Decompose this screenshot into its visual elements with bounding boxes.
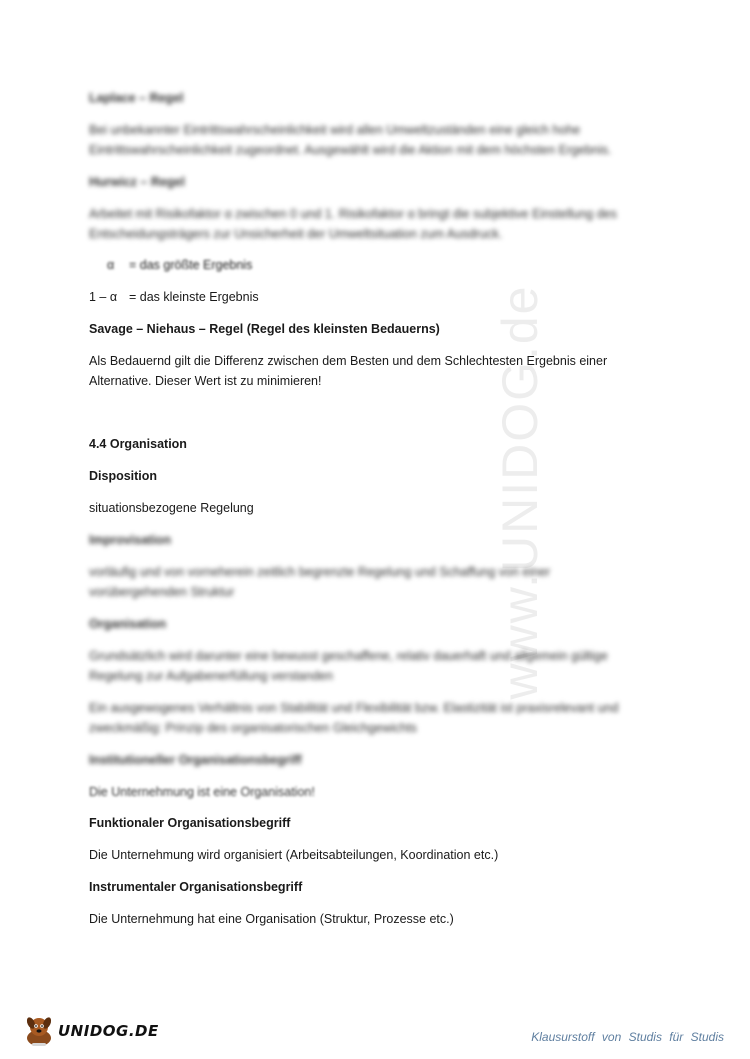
footer-logo (22, 1013, 159, 1049)
improvisation-heading: Improvisation (89, 533, 171, 547)
organisation-text-line-1: Grundsätzlich wird darunter eine bewusst geschaffene, relativ dauerhaft und allgemein gültige (89, 649, 608, 663)
footer-tagline: Klausurstoff von Studis für Studis (531, 1030, 724, 1044)
balance-text-line-1: Ein ausgewogenes Verhältnis von Stabilität und Flexibilität bzw. Elastizität ist praxisrelevant und (89, 701, 619, 715)
institutional-heading: Institutioneller Organisationsbegriff (89, 753, 302, 767)
balance-text-line-2: zweckmäßig: Prinzip des organisatorischen Gleichgewichts (89, 721, 417, 735)
improvisation-text-line-2: vorübergehenden Struktur (89, 585, 235, 599)
watermark-text: www.UNIDOG.de (492, 284, 548, 700)
formula-alpha-symbol: α (107, 258, 115, 272)
laplace-text-line-1: Bei unbekannter Eintrittswahrscheinlichkeit wird allen Umweltzuständen eine gleich hohe (89, 123, 581, 137)
institutional-text: Die Unternehmung ist eine Organisation! (89, 785, 315, 799)
hurwicz-heading: Hurwicz – Regel (89, 175, 185, 189)
functional-heading: Funktionaler Organisationsbegriff (89, 816, 291, 830)
functional-text: Die Unternehmung wird organisiert (Arbeitsabteilungen, Koordination etc.) (89, 848, 499, 862)
formula-alpha-text: = das größte Ergebnis (129, 258, 253, 272)
formula-one-minus-alpha-text: = das kleinste Ergebnis (129, 290, 259, 304)
savage-text-line-1: Als Bedauernd gilt die Differenz zwischen dem Besten und dem Schlechtesten Ergebnis einer (89, 354, 608, 368)
hurwicz-text-line-1: Arbeitet mit Risikofaktor α zwischen 0 und 1. Risikofaktor α bringt die subjektive Einstellung des (89, 207, 617, 221)
formula-one-minus-alpha-symbol: 1 – α (89, 290, 118, 304)
instrumental-text: Die Unternehmung hat eine Organisation (Struktur, Prozesse etc.) (89, 912, 454, 926)
disposition-heading: Disposition (89, 469, 158, 483)
organisation-text-line-2: Regelung zur Aufgabenerfüllung verstanden (89, 669, 333, 683)
savage-text-line-2: Alternative. Dieser Wert ist zu minimieren! (89, 374, 322, 388)
disposition-text: situationsbezogene Regelung (89, 501, 254, 515)
logo-text: UNIDOG.DE (58, 1022, 159, 1040)
improvisation-text-line-1: vorläufig und von vorneherein zeitlich begrenzte Regelung und Schaffung von einer (89, 565, 551, 579)
hurwicz-text-line-2: Entscheidungsträgers zur Unsicherheit der Umweltsituation zum Ausdruck. (89, 227, 503, 241)
dog-mascot-icon (22, 1014, 56, 1048)
instrumental-heading: Instrumentaler Organisationsbegriff (89, 880, 303, 894)
savage-heading: Savage – Niehaus – Regel (Regel des kleinsten Bedauerns) (89, 322, 440, 336)
laplace-text-line-2: Eintrittswahrscheinlichkeit zugeordnet. Ausgewählt wird die Aktion mit dem höchsten Ergebnis. (89, 143, 612, 157)
laplace-heading: Laplace – Regel (89, 91, 184, 105)
organisation-heading: Organisation (89, 617, 167, 631)
section-heading: 4.4 Organisation (89, 437, 187, 451)
